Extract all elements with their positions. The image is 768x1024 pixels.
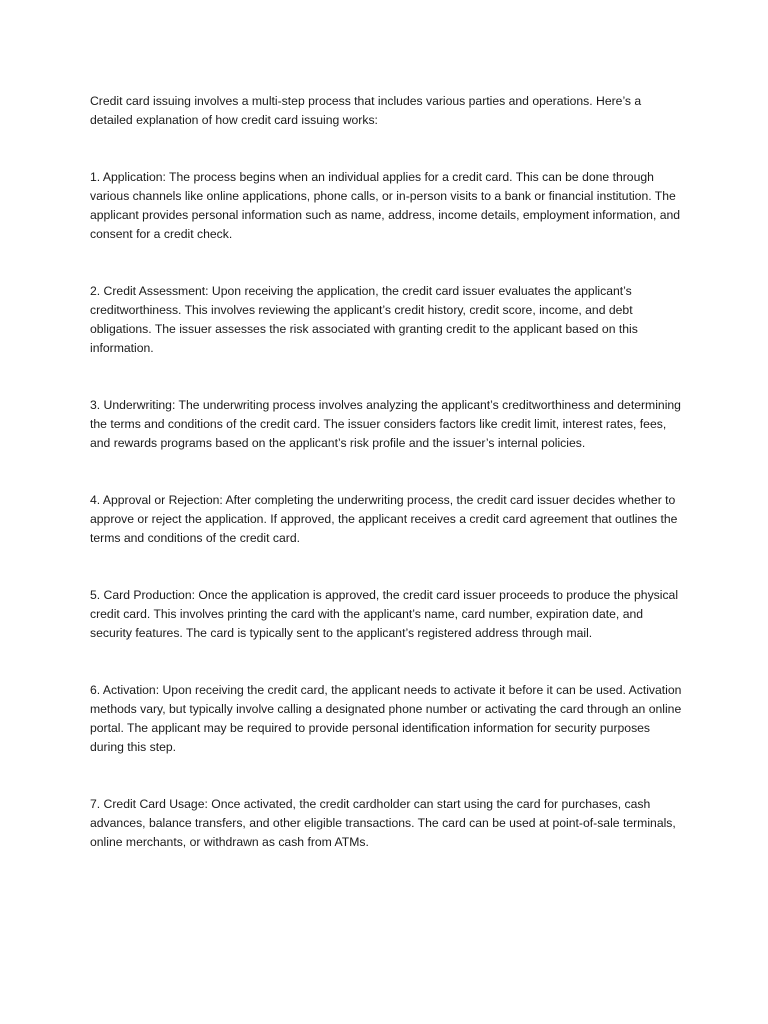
step-credit-card-usage: 7. Credit Card Usage: Once activated, the credit cardholder can start using the card for purchases, cash advances, balance transfers, and other eligible transactions. The card can be used at point-of-sale terminals, online merchants, or withdrawn as cash from ATMs. — [90, 797, 676, 849]
intro-paragraph: Credit card issuing involves a multi-step process that includes various parties and operations. Here’s a detailed explanation of how credit card issuing works: — [90, 94, 642, 127]
step-card-production: 5. Card Production: Once the application is approved, the credit card issuer proceeds to produce the physical credit card. This involves printing the card with the applicant’s name, card number, expiration date, and security features. The card is typically sent to the applicant’s registered address through mail. — [90, 588, 679, 640]
step-credit-assessment: 2. Credit Assessment: Upon receiving the application, the credit card issuer evaluates the applicant’s creditworthiness. This involves reviewing the applicant’s credit history, credit score, income, and debt obligations. The issuer assesses the risk associated with granting credit to the applicant based on this information. — [90, 284, 638, 355]
step-underwriting: 3. Underwriting: The underwriting process involves analyzing the applicant’s creditworthiness and determining the terms and conditions of the credit card. The issuer considers factors like credit limit, interest rates, fees, and rewards programs based on the applicant’s risk profile and the issuer’s internal policies. — [90, 398, 681, 450]
step-application: 1. Application: The process begins when an individual applies for a credit card. This can be done through various channels like online applications, phone calls, or in-person visits to a bank or financial institution. The applicant provides personal information such as name, address, income details, employment information, and consent for a credit check. — [90, 170, 681, 241]
step-approval-or-rejection: 4. Approval or Rejection: After completing the underwriting process, the credit card issuer decides whether to approve or reject the application. If approved, the applicant receives a credit card agreement that outlines the terms and conditions of the credit card. — [90, 493, 678, 545]
step-activation: 6. Activation: Upon receiving the credit card, the applicant needs to activate it before it can be used. Activation methods vary, but typically involve calling a designated phone number or activating the card through an online portal. The applicant may be required to provide personal identification information for security purposes during this step. — [90, 683, 682, 754]
document-body — [90, 92, 686, 890]
